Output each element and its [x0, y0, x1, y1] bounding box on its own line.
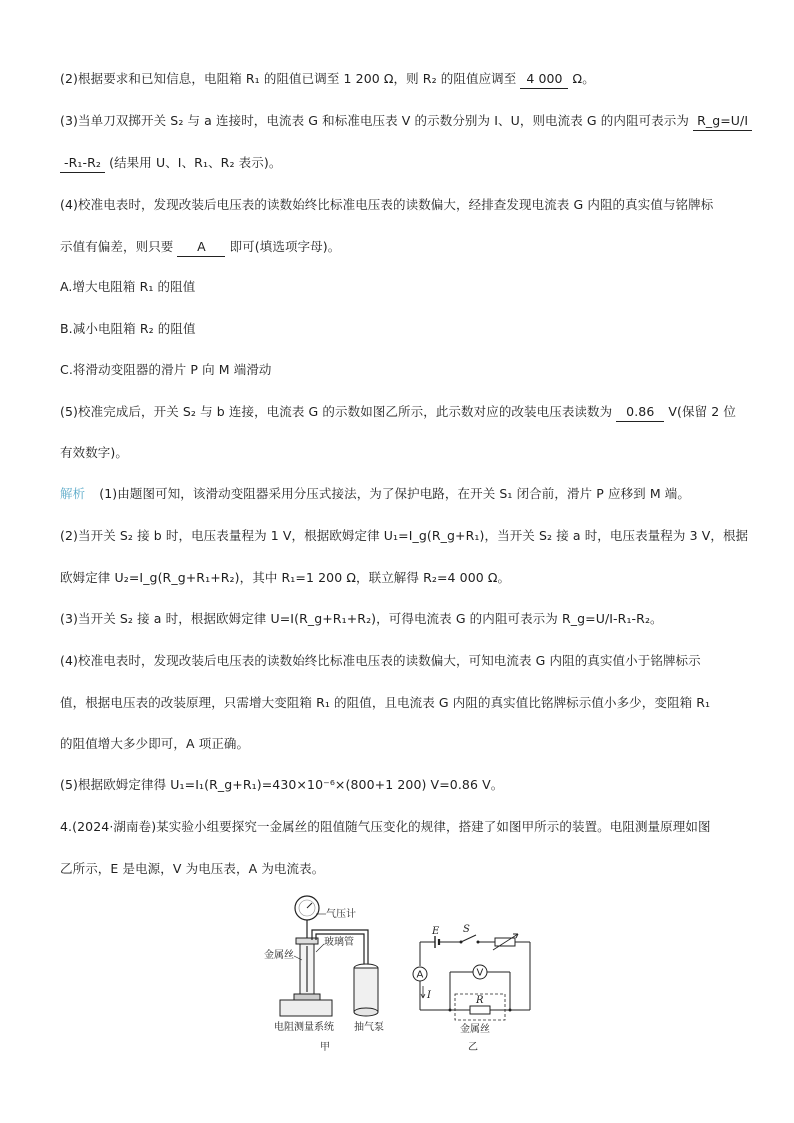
label-voltmeter: V — [476, 967, 484, 979]
question-4-cont — [60, 238, 740, 257]
switch-icon — [461, 935, 476, 942]
analysis-label: 解析 — [60, 486, 86, 501]
circuit-yi — [413, 924, 530, 1053]
label-emf: E — [432, 926, 440, 937]
analysis-4: (3)当开关 S₂ 接 a 时，根据欧姆定律 U=I(R_g+R₁+R₂)，可得电流表 G 的内阻可表示为 R_g=U/I-R₁-R₂。 — [60, 611, 663, 626]
vacuum-pump-icon — [354, 968, 378, 1012]
q4-text: 示值有偏差，则只要 — [60, 239, 174, 254]
analysis-6: 值，根据电压表的改装原理，只需增大变阻箱 R₁ 的阻值，且电流表 G 内阻的真实值比铭牌标示值小多少，变阻箱 R₁ — [60, 695, 711, 710]
q5-text: (5)校准完成后，开关 S₂ 与 b 连接，电流表 G 的示数如图乙所示，此示数对应的改装电压表读数为 — [60, 404, 613, 419]
label-current: I — [427, 990, 431, 1001]
experiment-figure — [250, 890, 550, 1060]
q3-answer: R_g=U/I — [693, 112, 752, 131]
problem-4-line1: 4.(2024·湖南卷)某实验小组要探究一金属丝的阻值随气压变化的规律，搭建了如图甲所示的装置。电阻测量原理如图 — [60, 819, 711, 834]
q5-answer: 0.86 — [616, 403, 664, 422]
label-ammeter: A — [416, 969, 424, 981]
question-3 — [60, 112, 749, 131]
label-system: 电阻测量系统 — [274, 1022, 334, 1033]
q2-unit: Ω。 — [572, 71, 595, 86]
label-switch: S — [463, 924, 470, 935]
analysis-7: 的阻值增大多少即可，A 项正确。 — [60, 736, 250, 751]
caption-jia: 甲 — [320, 1042, 330, 1053]
label-wire-circuit: 金属丝 — [460, 1024, 490, 1035]
question-2 — [60, 70, 740, 89]
analysis-2: (2)当开关 S₂ 接 b 时，电压表量程为 1 V，根据欧姆定律 U₁=I_g(R_g+R₁)，当开关 S₂ 接 a 时，电压表量程为 3 V，根据 — [60, 528, 749, 543]
label-gauge: 气压计 — [326, 909, 356, 920]
figure-svg — [250, 890, 550, 1060]
analysis-8: (5)根据欧姆定律得 U₁=I₁(R_g+R₁)=430×10⁻⁶×(800+1 200) V=0.86 V。 — [60, 777, 504, 792]
q2-text: (2)根据要求和已知信息，电阻箱 R₁ 的阻值已调至 1 200 Ω，则 R₂ 的阻值应调至 — [60, 71, 517, 86]
q3-text: (3)当单刀双掷开关 S₂ 与 a 连接时，电流表 G 和标准电压表 V 的示数分别为 I、U，则电流表 G 的内阻可表示为 — [60, 113, 689, 128]
caption-yi: 乙 — [468, 1042, 478, 1053]
q2-answer: 4 000 — [520, 70, 568, 89]
measurement-system-box — [280, 1000, 332, 1016]
q4-answer: A — [177, 238, 225, 257]
label-tube: 玻璃管 — [324, 937, 354, 948]
label-resistor: R — [476, 995, 484, 1006]
option-a: A.增大电阻箱 R₁ 的阻值 — [60, 279, 196, 294]
q4-note: 即可(填选项字母)。 — [229, 239, 341, 254]
apparatus-jia — [264, 896, 384, 1053]
resistor-icon — [470, 1006, 490, 1014]
question-4: (4)校准电表时，发现改装后电压表的读数始终比标准电压表的读数偏大，经排查发现电流表 G 内阻的真实值与铭牌标 — [60, 197, 714, 212]
question-5 — [60, 403, 740, 422]
q5-note: V(保留 2 位 — [668, 404, 737, 419]
option-c: C.将滑动变阻器的滑片 P 向 M 端滑动 — [60, 362, 272, 377]
option-b: B.减小电阻箱 R₂ 的阻值 — [60, 321, 196, 336]
label-wire: 金属丝 — [264, 950, 294, 961]
analysis-1 — [60, 485, 740, 503]
q3-answer-cont: -R₁-R₂ — [60, 154, 105, 173]
question-5-cont: 有效数字)。 — [60, 445, 128, 460]
analysis-5: (4)校准电表时，发现改装后电压表的读数始终比标准电压表的读数偏大，可知电流表 G 内阻的真实值小于铭牌标示 — [60, 653, 701, 668]
question-3-cont — [60, 154, 740, 173]
analysis-1-text: (1)由题图可知，该滑动变阻器采用分压式接法，为了保护电路，在开关 S₁ 闭合前，滑片 P 应移到 M 端。 — [99, 486, 690, 501]
label-pump: 抽气泵 — [354, 1022, 384, 1033]
problem-4-line2: 乙所示，E 是电源，V 为电压表，A 为电流表。 — [60, 861, 325, 876]
analysis-3: 欧姆定律 U₂=I_g(R_g+R₁+R₂)，其中 R₁=1 200 Ω，联立解得 R₂=4 000 Ω。 — [60, 570, 511, 585]
q3-note: (结果用 U、I、R₁、R₂ 表示)。 — [109, 155, 282, 170]
